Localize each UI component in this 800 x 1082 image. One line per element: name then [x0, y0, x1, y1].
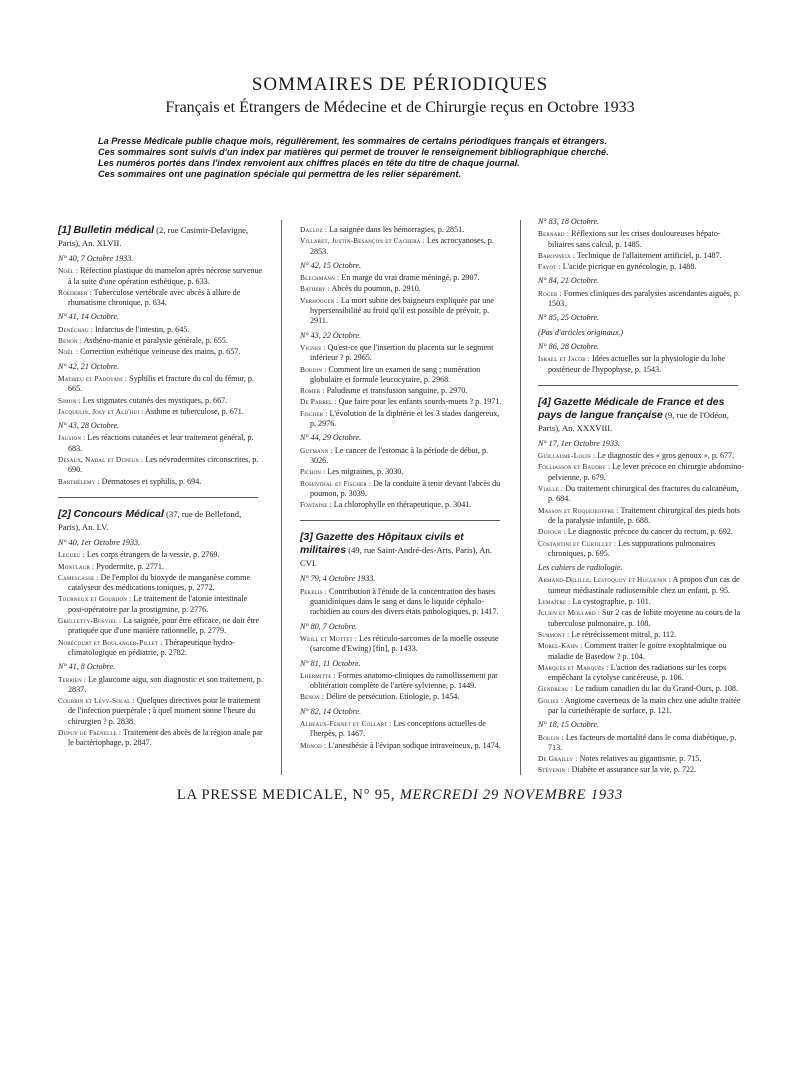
article-author: Monod :	[300, 740, 327, 750]
article-author: Desaux, Nadal et Dupeux :	[58, 455, 144, 465]
article-entry	[300, 397, 505, 407]
article-author: Noël :	[58, 347, 79, 357]
article-entry	[538, 663, 746, 684]
issue-heading: N° 40, 7 Octobre 1933.	[58, 254, 134, 263]
article-author: Bathery :	[300, 284, 330, 294]
intro-line: Les numéros portés dans l'index renvoient aux chiffres placés en tête du titre de chaque journal.	[98, 158, 520, 168]
article-author: Lemaître :	[538, 597, 571, 607]
article-entry	[58, 550, 263, 560]
article-title: Technique de l'allaitement artificiel, p. 1487.	[575, 250, 722, 260]
article-title: Le glaucome aigu, son diagnostic et son traitement, p. 2837.	[68, 674, 263, 694]
journal-heading	[538, 396, 746, 435]
article-entry	[300, 225, 505, 235]
article-title: L'évolution de la diphtérie et les 3 stades dangereux, p. 2976.	[310, 408, 500, 429]
article-author: Mathieu et Padovani :	[58, 373, 128, 383]
article-entry	[300, 236, 505, 257]
article-title: Les stigmates cutanés des mystiques, p. 667.	[80, 395, 228, 405]
article-author: Villaret, Justin-Besançon et Cachera :	[300, 236, 425, 246]
article-entry	[300, 467, 505, 477]
article-entry	[58, 638, 263, 659]
article-title: Les névrodermites circonscrites, p. 690.	[68, 455, 259, 475]
issue-heading: N° 81, 11 Octobre.	[300, 658, 361, 668]
page-title: SOMMAIRES DE PÉRIODIQUES	[251, 74, 549, 95]
article-title: Contribution à l'étude de la concentration des bases guanidiniques dans le sang et dans le liquide céphalo-rachidien au cours des divers états pathologiques, p. 1417.	[310, 586, 499, 617]
column-divider	[520, 220, 521, 775]
journal-number: [2]	[58, 507, 71, 520]
article-entry	[300, 479, 505, 500]
article-title: Comment lire un examen de sang ; numération globulaire et formule leucocytaire, p. 2968.	[310, 364, 481, 384]
article-title: Délire de persécution. Etiologie, p. 1454.	[324, 692, 460, 702]
journal-address: (2, rue Casimir-Delavigne, Paris), An. XLVII.	[58, 225, 249, 248]
article-entry	[300, 500, 505, 510]
article-title: Les corps étrangers de la vessie, p. 2769.	[84, 550, 220, 560]
article-entry	[538, 684, 746, 694]
article-title: En marge du vrai drame méningé, p. 2907.	[339, 273, 480, 283]
article-entry	[58, 477, 263, 487]
article-entry	[300, 634, 505, 655]
article-title: De l'emploi du bioxyde de manganèse comme catalyseur des médications toniques, p. 2772.	[68, 572, 250, 593]
article-entry	[58, 374, 263, 395]
journal-name: Concours Médical	[73, 507, 164, 520]
article-title: Les réactions cutanées et leur traitement général, p. 683.	[68, 433, 254, 453]
article-author: Julien et Mollard :	[538, 608, 601, 618]
article-title: Traitement chirurgical des pieds bots de la paralysie infantile, p. 688.	[548, 505, 741, 525]
article-entry	[58, 594, 263, 615]
journal-address: (37, rue de Bellefond, Paris), An. LV.	[58, 508, 242, 532]
article-entry	[300, 365, 505, 386]
article-title: Le lever précoce en chirurgie abdomino-pelvienne, p. 679.	[548, 462, 745, 482]
article-title: Les facteurs de mortalité dans le coma diabétique, p. 713.	[548, 732, 737, 752]
article-author: Dufour :	[538, 527, 566, 537]
article-title: Les migraines, p. 3030.	[325, 467, 404, 477]
issue-heading: N° 43, 22 Octobre.	[300, 330, 362, 340]
article-entry	[538, 484, 746, 505]
article-title: Pyodermite, p. 2771.	[94, 561, 164, 571]
article-author: Pekelis :	[300, 586, 327, 596]
article-entry	[58, 336, 263, 346]
article-author: Grelletty-Bosviel :	[58, 616, 122, 626]
issue-heading: N° 42, 21 Octobre.	[58, 361, 120, 371]
article-entry	[300, 273, 505, 283]
article-author: Noël :	[58, 266, 79, 276]
article-entry	[538, 506, 746, 527]
page-subtitle: Français et Étrangers de Médecine et de Chirurgie reçus en Octobre 1933	[165, 99, 635, 116]
article-author: Jausion :	[58, 433, 86, 443]
article-author: Vialle :	[538, 484, 564, 494]
article-author: Fontaine :	[300, 500, 332, 510]
issue-heading: N° 79, 4 Octobre 1933.	[300, 574, 376, 584]
article-author: Boulin :	[538, 732, 564, 742]
article-author: Gutmann :	[300, 445, 333, 455]
footer-date: MERCREDI 29 NOVEMBRE 1933	[399, 787, 624, 803]
column-divider	[281, 220, 282, 775]
article-author: Denéchau :	[58, 324, 94, 334]
article-title: Formes anatomo-cliniques du ramollissement par oblitération complète de l'artère sylvienne, p. 1449.	[310, 670, 498, 691]
journal-name: Bulletin médical	[73, 224, 154, 236]
article-title: Asthéno-manie et paralysie générale, p. 655.	[82, 336, 228, 346]
issue-heading: N° 44, 29 Octobre.	[300, 433, 362, 443]
column-left	[58, 222, 263, 750]
article-title: Les acrocyanoses, p. 2853.	[310, 236, 494, 256]
article-author: Vignes :	[300, 342, 326, 352]
article-entry	[300, 343, 505, 364]
article-entry	[538, 641, 746, 662]
issue-heading: Les cahiers de radiologie.	[538, 563, 623, 573]
article-title: Traitement des abcès de la région anale par le bactériophage, p. 2847.	[68, 727, 263, 748]
article-author: De Parrel :	[300, 397, 337, 407]
article-author: Folliasson et Baudry :	[538, 462, 611, 472]
article-title: Comment traiter le goitre exophtalmique ou maladie de Basedow ? p. 104.	[548, 641, 727, 661]
journal-number: [1]	[58, 224, 71, 236]
article-title: La saignée, pour être efficace, ne doit être pratiquée que d'une manière rationnelle, p. 2779.	[68, 616, 260, 636]
article-entry	[538, 597, 746, 607]
issue-heading: N° 82, 14 Octobre.	[300, 706, 362, 716]
article-author: Roederer :	[58, 287, 92, 297]
intro-line: La Presse Médicale publie chaque mois, régulièrement, les sommaires de certains périodiques français et étrangers.	[98, 136, 608, 146]
article-title: Du traitement chirurgical des fractures du calcanéum, p. 684.	[548, 484, 739, 504]
article-title: Le radium canadien du lac du Grand-Ours, p. 108.	[573, 684, 738, 694]
article-title: Réflexions sur les crises douloureuses hépato-biliaires sans calcul, p. 1485.	[548, 229, 721, 249]
article-author: Armand-Delille, Lestoquoy et Huguenin :	[538, 575, 671, 585]
article-entry	[300, 446, 505, 467]
article-title: A propos d'un cas de tumeur médiastinale radiosensible chez un enfant, p. 95.	[548, 575, 740, 595]
article-entry	[538, 251, 746, 261]
issue-heading: N° 85, 25 Octobre.	[538, 313, 600, 323]
article-entry	[58, 696, 263, 727]
journal-heading	[300, 531, 505, 570]
article-author: Blechmann :	[300, 273, 340, 283]
article-entry	[300, 741, 505, 751]
article-author: Benon :	[58, 336, 83, 346]
article-entry	[58, 562, 263, 572]
journal-address: (9, rue de l'Odéon, Paris), An. XXXVIII.	[538, 409, 729, 433]
article-author: Guillaume-Louis :	[538, 451, 596, 461]
article-entry	[538, 696, 746, 717]
column-right	[538, 213, 746, 777]
article-title: Les suppurations pulmonaires chroniques, p. 695.	[548, 538, 716, 558]
issue-heading: N° 83, 18 Octobre.	[538, 217, 600, 226]
article-author: Simon :	[58, 395, 81, 405]
article-title: Le cancer de l'estomac à la période de début, p. 3026.	[310, 445, 489, 465]
article-title: Les réticulo-sarcomes de la moelle osseuse (sarcome d'Ewing) [fin], p. 1433.	[310, 633, 499, 654]
journal-heading	[58, 508, 263, 534]
issue-heading: N° 18, 15 Octobre.	[538, 720, 600, 730]
article-entry	[538, 733, 746, 754]
article-entry	[58, 325, 263, 335]
article-author: Legueu :	[58, 550, 85, 560]
article-author: Costantini et Curtillet :	[538, 538, 617, 548]
article-author: Fayot :	[538, 262, 561, 272]
article-author: Israel et Jacob :	[538, 354, 591, 364]
article-author: Fischer :	[300, 408, 328, 418]
journal-number: [3]	[300, 531, 313, 544]
intro-line: Ces sommaires ont une pagination spéciale qui permettra de les relier séparément.	[98, 169, 462, 179]
issue-heading: N° 86, 28 Octobre.	[538, 341, 600, 351]
article-entry	[538, 451, 746, 461]
article-author: Benon :	[300, 692, 325, 702]
article-title: Que faire pour les enfants sourds-muets ? p. 1971.	[336, 397, 502, 407]
article-entry	[58, 396, 263, 406]
article-author: De Grailly :	[538, 754, 578, 764]
article-title: Le diagnostic précoce du cancer du rectum, p. 692.	[565, 527, 733, 537]
issue-heading: N° 17, 1er Octobre 1933.	[538, 438, 621, 448]
issue-heading: N° 80, 7 Octobre.	[300, 621, 358, 631]
article-title: Angiome caverneux de la main chez une adulte traitée par la curiethérapie de surface, p. 121.	[548, 695, 741, 715]
journal-name: Gazette des Hôpitaux civils et militaires	[300, 531, 464, 557]
article-author: Jacquelin, Joly et Ald'hui :	[58, 406, 144, 416]
article-entry	[538, 354, 746, 375]
intro-line: Ces sommaires sont suivis d'un index par matières qui permet de trouver le renseignement bibliographique cherché.	[98, 147, 609, 157]
article-author: Morel-Kahn :	[538, 641, 583, 651]
article-author: Dalloz :	[300, 225, 328, 234]
article-entry	[538, 262, 746, 272]
article-author: Romer :	[300, 386, 325, 396]
article-entry	[300, 409, 505, 430]
article-entry	[538, 765, 746, 775]
article-entry	[538, 527, 746, 537]
section-separator	[58, 497, 258, 498]
article-author: Boudin :	[300, 364, 327, 374]
article-entry	[300, 386, 505, 396]
article-entry	[300, 296, 505, 327]
page-footer	[0, 787, 800, 804]
article-author: Roger :	[538, 288, 562, 298]
article-entry	[58, 616, 263, 637]
article-author: Gendreau :	[538, 684, 574, 694]
article-title: Diabète et assurance sur la vie, p. 722.	[569, 765, 697, 775]
article-author: Weill et Mottet :	[300, 633, 358, 643]
article-author: Dupuy de Frenelle :	[58, 727, 122, 737]
article-author: Tourneux et Gourdon :	[58, 594, 132, 604]
article-title: L'acide picrique en gynécologie, p. 1488.	[560, 262, 697, 272]
article-author: Albeaux-Fernet et Collart :	[300, 718, 392, 728]
article-entry	[58, 288, 263, 309]
article-title: Infarctus de l'intestin, p. 645.	[93, 324, 190, 334]
column-middle	[300, 225, 505, 752]
article-entry	[58, 347, 263, 357]
article-title: La cystographie, p. 101.	[570, 597, 651, 607]
issue-heading: (Pas d'articles originaux.)	[538, 327, 624, 337]
issue-heading: N° 84, 21 Octobre.	[538, 276, 600, 286]
article-title: La mort subite des baigneurs expliquée par une hypersensibilité au froid qu'il est possible de prévoir, p. 2911.	[310, 295, 494, 326]
article-entry	[300, 284, 505, 294]
issue-heading: N° 40, 1er Octobre 1933.	[58, 537, 141, 547]
issue-heading: N° 41, 14 Octobre.	[58, 312, 120, 322]
article-title: Asthme et tuberculose, p. 671.	[143, 406, 244, 416]
article-title: Abcès du poumon, p. 2910.	[329, 284, 421, 294]
journal-number: [4]	[538, 395, 551, 408]
article-author: Pichon :	[300, 467, 326, 477]
section-separator	[300, 520, 500, 521]
article-author: Goliez :	[538, 695, 564, 705]
article-author: Surmont :	[538, 629, 570, 639]
article-entry	[300, 719, 505, 740]
article-title: La saignée dans les hémorragies, p. 2851.	[327, 225, 465, 234]
article-author: Courbin et Lévy-Solal :	[58, 696, 135, 706]
article-entry	[538, 462, 746, 483]
article-entry	[538, 229, 746, 250]
article-author: Baronneix :	[538, 250, 576, 260]
article-author: Camescasse :	[58, 572, 99, 582]
article-entry	[58, 433, 263, 454]
article-title: Sur 2 cas de lobite moyenne au cours de la tuberculose pulmonaire, p. 108.	[548, 608, 741, 628]
journal-address: (49, rue Saint-André-des-Arts, Paris), An. CVI.	[300, 545, 492, 569]
article-title: Qu'est-ce que l'insertion du placenta sur le segment inférieur ? p. 2965.	[310, 342, 494, 363]
article-title: Le traitement de l'atonie intestinale post-opératoire par la prostigmine, p. 2776.	[68, 594, 248, 614]
article-title: L'anesthésie à l'évipan sodique intraveineux, p. 1474.	[326, 740, 501, 750]
article-title: Thérapeutique hydro-climatologique en pédiatrie, p. 2782.	[68, 637, 235, 657]
article-entry	[538, 754, 746, 764]
article-author: Terrien :	[58, 674, 87, 684]
article-title: L'action des radiations sur les corps empêchant la cytolyse cancéreuse, p. 106.	[548, 662, 727, 683]
article-entry	[58, 455, 263, 476]
article-title: Tuberculose vertébrale avec abcès à allure de rhumatisme chronique, p. 634.	[68, 287, 241, 308]
article-author: Marquès et Marquès :	[538, 662, 609, 672]
article-title: Dermatoses et syphilis, p. 694.	[99, 476, 202, 486]
article-title: Paludisme et transfusion sanguine, p. 2970.	[324, 386, 468, 396]
article-entry	[538, 289, 746, 310]
article-title: Syphilis et fracture du col du fémur, p. 665.	[68, 373, 254, 394]
article-entry	[300, 692, 505, 702]
article-title: Idées actuelles sur la physiologie du lobe postérieur de l'hypophyse, p. 1543.	[548, 354, 726, 374]
article-entry	[538, 608, 746, 629]
article-author: Nobécourt et Boulanger-Pillet :	[58, 637, 163, 647]
article-author: Rosenthal et Fischer :	[300, 478, 372, 488]
issue-heading: N° 42, 15 Octobre.	[300, 260, 362, 270]
article-author: Lhermitte :	[300, 670, 336, 680]
article-title: La chlorophylle en thérapeutique, p. 3041.	[331, 500, 472, 510]
article-entry	[538, 575, 746, 596]
article-author: Bernard :	[538, 229, 570, 239]
article-entry	[58, 266, 263, 287]
article-title: Notes relatives au gigantisme, p. 715.	[577, 754, 702, 764]
issue-heading: N° 41, 8 Octobre.	[58, 662, 116, 672]
article-title: Formes cliniques des paralysies ascendantes aiguës, p. 1503.	[548, 288, 740, 309]
article-title: Les conceptions actuelles de l'herpès, p. 1467.	[310, 718, 486, 739]
article-title: Quelques directives pour le traitement de l'infection puerpérale ; à quel moment sonne l'heure du chirurgien ? p. 2838.	[68, 696, 261, 726]
article-entry	[58, 407, 263, 417]
journal-name: Gazette Médicale de France et des pays de langue française	[538, 395, 725, 421]
section-separator	[538, 385, 738, 386]
article-entry	[58, 573, 263, 594]
article-entry	[300, 671, 505, 692]
article-entry	[58, 728, 263, 749]
article-entry	[538, 630, 746, 640]
article-title: Correction esthétique veineuse des mains, p. 657.	[78, 347, 241, 357]
article-title: Le rétrécissement mitral, p. 112.	[569, 629, 677, 639]
article-author: Stévenin :	[538, 765, 570, 775]
article-author: Verhoogen :	[300, 295, 339, 305]
article-title: Le diagnostic des « gros genoux », p. 677.	[595, 451, 735, 461]
article-entry	[300, 587, 505, 618]
article-entry	[58, 675, 263, 696]
article-author: Barthélemy :	[58, 476, 100, 486]
article-author: Masson et Roquejeoffre :	[538, 505, 619, 515]
intro-text	[98, 136, 718, 180]
article-title: De la conduite à tenir devant l'abcès du poumon, p. 3039.	[310, 478, 501, 498]
article-entry	[538, 539, 746, 560]
footer-publication: LA PRESSE MEDICALE, N° 95,	[176, 787, 396, 803]
issue-heading: N° 43, 28 Octobre.	[58, 421, 120, 431]
article-author: Montlaur :	[58, 561, 95, 571]
journal-heading	[58, 224, 263, 250]
article-title: Réfection plastique du mamelon après nécrose survenue à la suite d'une opération esthétique, p. 633.	[68, 266, 263, 286]
